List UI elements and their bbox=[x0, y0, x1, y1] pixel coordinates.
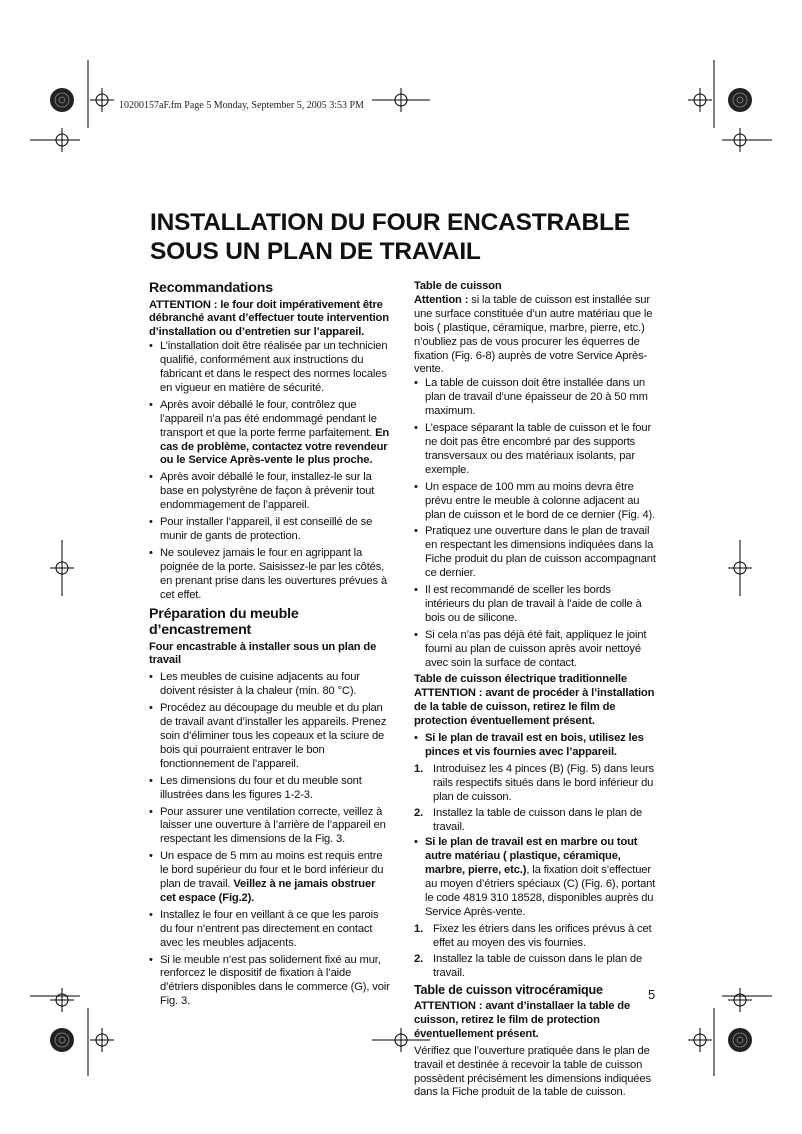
step-item bbox=[414, 763, 656, 805]
section-heading-table-cuisson: Table de cuisson bbox=[414, 280, 502, 292]
crosshair-icon bbox=[688, 88, 712, 112]
step-item bbox=[414, 807, 656, 835]
list-item bbox=[149, 850, 391, 906]
crosshair-icon bbox=[728, 988, 752, 1012]
marbre-list bbox=[414, 836, 656, 919]
title-line-2: SOUS UN PLAN DE TRAVAIL bbox=[150, 238, 481, 265]
registration-dot-icon bbox=[728, 1028, 752, 1052]
marbre-steps bbox=[414, 923, 656, 981]
list-item-bold: Si le plan de travail est en bois, utilisez les pinces et vis fournies avec l’appareil. bbox=[425, 732, 644, 758]
list-item-text: Après avoir déballé le four, contrôlez que l’appareil n’a pas été endommagé pendant le transport et que la porte ferme parfaitement. bbox=[160, 398, 377, 439]
list-item bbox=[414, 732, 656, 760]
list-item: • Ne soulevez jamais le four en agrippant la poignée de la porte. Saisissez-le par les côtés, en prenant prise dans les ouvertures prévues à cet effet. bbox=[149, 547, 391, 603]
registration-dot-icon bbox=[50, 88, 74, 112]
paragraph: Vérifiez que l’ouverture pratiquée dans le plan de travail et destinée à recevoir la table de cuisson possèdent précisément les dimensions indiquées dans la Fiche produit de la table de cuisson. bbox=[414, 1044, 651, 1099]
list-item: • Si cela n’as pas déjà été fait, appliquez le joint fourni au plan de cuisson après avoir nettoyé avec soin la surface de contact. bbox=[414, 629, 656, 671]
page-number: 5 bbox=[648, 987, 656, 1002]
section-heading-vitro: Table de cuisson vitrocéramique bbox=[414, 982, 603, 997]
section-heading-electrique: Table de cuisson électrique traditionnelle bbox=[414, 673, 627, 686]
preparation-list bbox=[149, 671, 391, 1009]
attention-paragraph bbox=[414, 294, 656, 377]
crosshair-icon bbox=[688, 1028, 712, 1052]
list-item: • La table de cuisson doit être installée dans un plan de travail d’une épaisseur de 20 à 50 mm maximum. bbox=[414, 377, 656, 419]
list-item-bold: Veillez à ne jamais obstruer cet espace (Fig.2). bbox=[160, 878, 376, 904]
list-item: • Installez le four en veillant à ce que les parois du four n’entrent pas directement en contact avec les meubles adjacents. bbox=[149, 909, 391, 951]
list-item bbox=[414, 836, 656, 919]
step-number: 2. bbox=[414, 952, 424, 965]
crosshair-icon bbox=[372, 88, 430, 112]
step-number: 1. bbox=[414, 762, 424, 775]
step-item bbox=[414, 923, 656, 951]
list-item: • Pour assurer une ventilation correcte, veillez à laisser une ouverture à l’arrière de l’appareil en respectant les dimensions de la Fig. 3. bbox=[149, 806, 391, 848]
print-slug: 10200157aF.fm Page 5 Monday, September 5, 2005 3:53 PM bbox=[119, 100, 364, 111]
step-text: Installez la table de cuisson dans le plan de travail. bbox=[433, 806, 643, 833]
registration-dot-icon bbox=[50, 1028, 74, 1052]
crosshair-icon bbox=[50, 988, 74, 1012]
step-text: Installez la table de cuisson dans le plan de travail. bbox=[433, 952, 643, 979]
step-number: 2. bbox=[414, 806, 424, 819]
recommandations-list bbox=[149, 340, 391, 602]
list-item-text: , la fixation doit s’effectuer au moyen d’étriers spéciaux (C) (Fig. 6), portant le code 4819 310 18528, disponibles auprès du Service Après-vente. bbox=[425, 864, 656, 918]
list-item: • Il est recommandé de sceller les bords intérieurs du plan de travail à l’aide de colle à bois ou de silicone. bbox=[414, 584, 656, 626]
registration-dot-icon bbox=[728, 88, 752, 112]
list-item: • Les dimensions du four et du meuble sont illustrées dans les figures 1-2-3. bbox=[149, 775, 391, 803]
list-item: • Si le meuble n’est pas solidement fixé au mur, renforcez le dispositif de fixation à l’aide d’étriers disponibles dans le commerce (G), voir Fig. 3. bbox=[149, 954, 391, 1010]
crosshair-icon bbox=[90, 88, 114, 112]
list-item-bold: En cas de problème, contactez votre revendeur ou le Service Après-vente le plus proche. bbox=[160, 426, 390, 467]
crosshair-icon bbox=[90, 1028, 114, 1052]
list-item-bold: Si le plan de travail est en marbre ou tout autre matériau ( plastique, céramique, marbre, pierre, etc.) bbox=[425, 836, 638, 877]
subheading: Four encastrable à installer sous un plan de travail bbox=[149, 640, 377, 667]
list-item: • Pratiquez une ouverture dans le plan de travail en respectant les dimensions indiquées dans la Fiche produit du plan de cuisson accompagnant ce dernier. bbox=[414, 525, 656, 581]
list-item: • L’espace séparant la table de cuisson et le four ne doit pas être encombré par des supports transversaux ou des matériaux isolants, par exemple. bbox=[414, 422, 656, 478]
list-item-text: Un espace de 5 mm au moins est requis entre le bord supérieur du four et le bord inférieur du plan de travail. bbox=[160, 850, 384, 891]
left-column bbox=[149, 280, 391, 1012]
page-title bbox=[150, 208, 630, 266]
step-text: Introduisez les 4 pinces (B) (Fig. 5) dans leurs rails respectifs situés dans le bord inférieur du plan de cuisson. bbox=[433, 762, 654, 803]
step-item bbox=[414, 953, 656, 981]
crosshair-icon bbox=[728, 540, 752, 596]
list-item: • Après avoir déballé le four, installez-le sur la base en polystyrène de façon à prévenir tout endommagement de l’appareil. bbox=[149, 471, 391, 513]
right-column bbox=[414, 280, 656, 1100]
list-item: • Un espace de 100 mm au moins devra être prévu entre le meuble à colonne adjacent au plan de cuisson et le bord de ce dernier (Fig. 4). bbox=[414, 481, 656, 523]
warning-text: ATTENTION : avant de procéder à l’installation de la table de cuisson, retirez le film de protection éventuellement présent. bbox=[414, 687, 655, 728]
title-line-1: INSTALLATION DU FOUR ENCASTRABLE bbox=[150, 209, 630, 236]
list-item: • Procédez au découpage du meuble et du plan de travail avant d’installer les appareils. Prenez soin d’éliminer tous les copeaux et la sciure de bois qui pourraient entraver le bon fonctionnement de l’appareil. bbox=[149, 702, 391, 772]
table-cuisson-list bbox=[414, 377, 656, 670]
attention-text: si la table de cuisson est installée sur une surface constituée d’un autre matériau que le bois ( plastique, céramique, marbre, pierre, etc.) n’oubliez pas de vous procurer les équerres de fixation (Fig. 6-8) auprès de votre Service Après-vente. bbox=[414, 293, 653, 376]
list-item: • L’installation doit être réalisée par un technicien qualifié, conformément aux instructions du fabricant et dans le respect des normes locales en vigueur en matière de sécurité. bbox=[149, 340, 391, 396]
step-number: 1. bbox=[414, 922, 424, 935]
section-heading-recommandations: Recommandations bbox=[149, 280, 273, 296]
section-heading-preparation: Préparation du meuble d’encastrement bbox=[149, 605, 299, 639]
warning-text: ATTENTION : avant d’installaer la table de cuisson, retirez le film de protection éventuellement présent. bbox=[414, 1000, 631, 1040]
crosshair-icon bbox=[728, 128, 752, 152]
list-item: • Les meubles de cuisine adjacents au four doivent résister à la chaleur (min. 80 °C). bbox=[149, 671, 391, 699]
list-item: • Pour installer l’appareil, il est conseillé de se munir de gants de protection. bbox=[149, 516, 391, 544]
warning-text: ATTENTION : le four doit impérativement être débranché avant d’effectuer toute intervention d’installation ou d’entretien sur l’appareil. bbox=[149, 298, 389, 339]
list-item bbox=[149, 399, 391, 469]
bois-list bbox=[414, 732, 656, 760]
crosshair-icon bbox=[50, 128, 74, 152]
crosshair-icon bbox=[50, 540, 74, 596]
bois-steps bbox=[414, 763, 656, 835]
attention-label: Attention : bbox=[414, 293, 469, 306]
step-text: Fixez les étriers dans les orifices prévus à cet effet au moyen des vis fournies. bbox=[433, 922, 652, 949]
